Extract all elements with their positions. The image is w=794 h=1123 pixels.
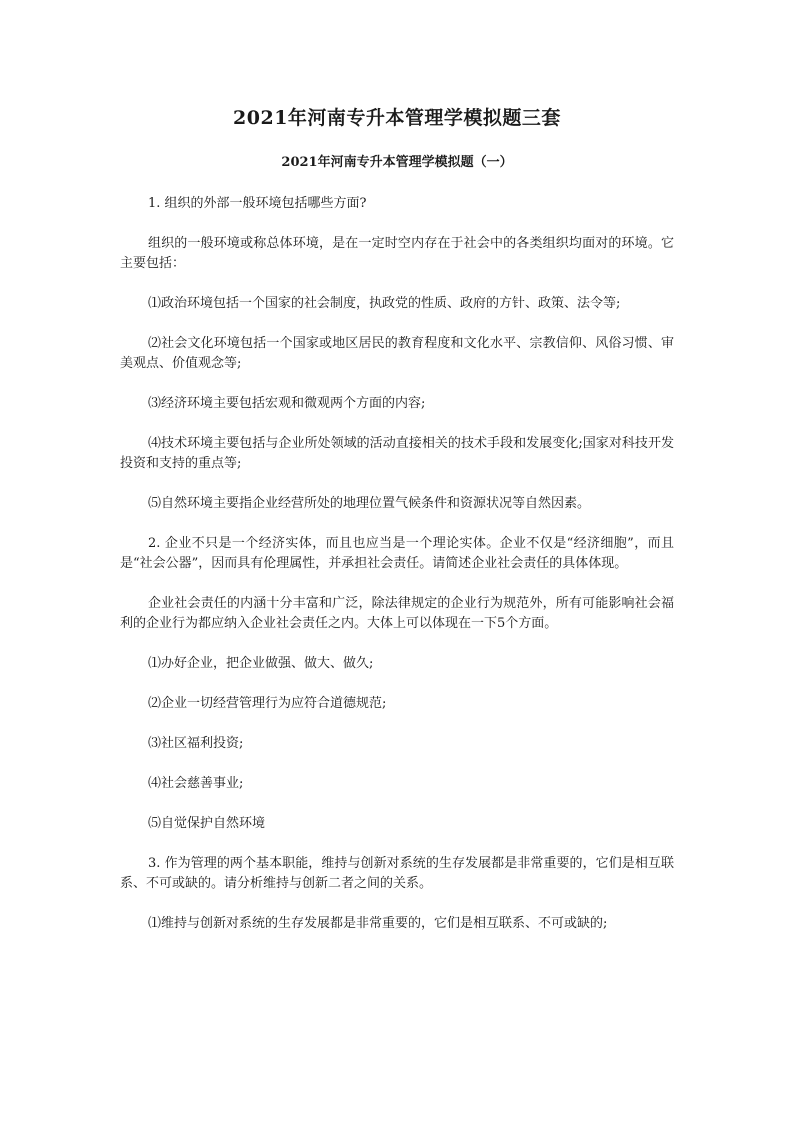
answer-1-item-1: ⑴政治环境包括一个国家的社会制度，执政党的性质、政府的方针、政策、法令等; [148, 296, 621, 311]
answer-1-item-5: ⑸自然环境主要指企业经营所处的地理位置气候条件和资源状况等自然因素。 [148, 496, 591, 511]
answer-2-item-3: ⑶社区福利投资; [148, 736, 244, 751]
document-body [120, 104, 674, 934]
answer-2-item-5: ⑸自觉保护自然环境 [148, 816, 266, 831]
question-2: 2. 企业不只是一个经济实体，而且也应当是一个理论实体。企业不仅是“经济细胞”，而且是“社会公器”，因而具有伦理属性，并承担社会责任。请简述企业社会责任的具体体现。 [120, 536, 674, 571]
question-3: 3. 作为管理的两个基本职能，维持与创新对系统的生存发展都是非常重要的，它们是相互联系、不可或缺的。请分析维持与创新二者之间的关系。 [120, 856, 674, 891]
answer-2-item-1: ⑴办好企业，把企业做强、做大、做久; [148, 656, 374, 671]
answer-2-intro: 企业社会责任的内涵十分丰富和广泛，除法律规定的企业行为规范外，所有可能影响社会福利的企业行为都应纳入企业社会责任之内。大体上可以体现在一下5个方面。 [120, 596, 674, 631]
document-title: 2021年河南专升本管理学模拟题三套 [233, 107, 561, 129]
answer-1-intro: 组织的一般环境或称总体环境，是在一定时空内存在于社会中的各类组织均面对的环境。它主要包括： [120, 236, 674, 271]
question-1: 1. 组织的外部一般环境包括哪些方面? [148, 196, 367, 211]
answer-2-item-4: ⑷社会慈善事业; [148, 776, 244, 791]
section-title: 2021年河南专升本管理学模拟题（一） [281, 155, 513, 170]
answer-1-item-4: ⑷技术环境主要包括与企业所处领域的活动直接相关的技术手段和发展变化;国家对科技开发投资和支持的重点等; [120, 436, 674, 471]
answer-1-item-2: ⑵社会文化环境包括一个国家或地区居民的教育程度和文化水平、宗教信仰、风俗习惯、审美观点、价值观念等; [120, 336, 674, 371]
answer-2-item-2: ⑵企业一切经营管理行为应符合道德规范; [148, 696, 387, 711]
answer-3-item-1: ⑴维持与创新对系统的生存发展都是非常重要的，它们是相互联系、不可或缺的; [148, 916, 608, 931]
answer-1-item-3: ⑶经济环境主要包括宏观和微观两个方面的内容; [148, 396, 426, 411]
